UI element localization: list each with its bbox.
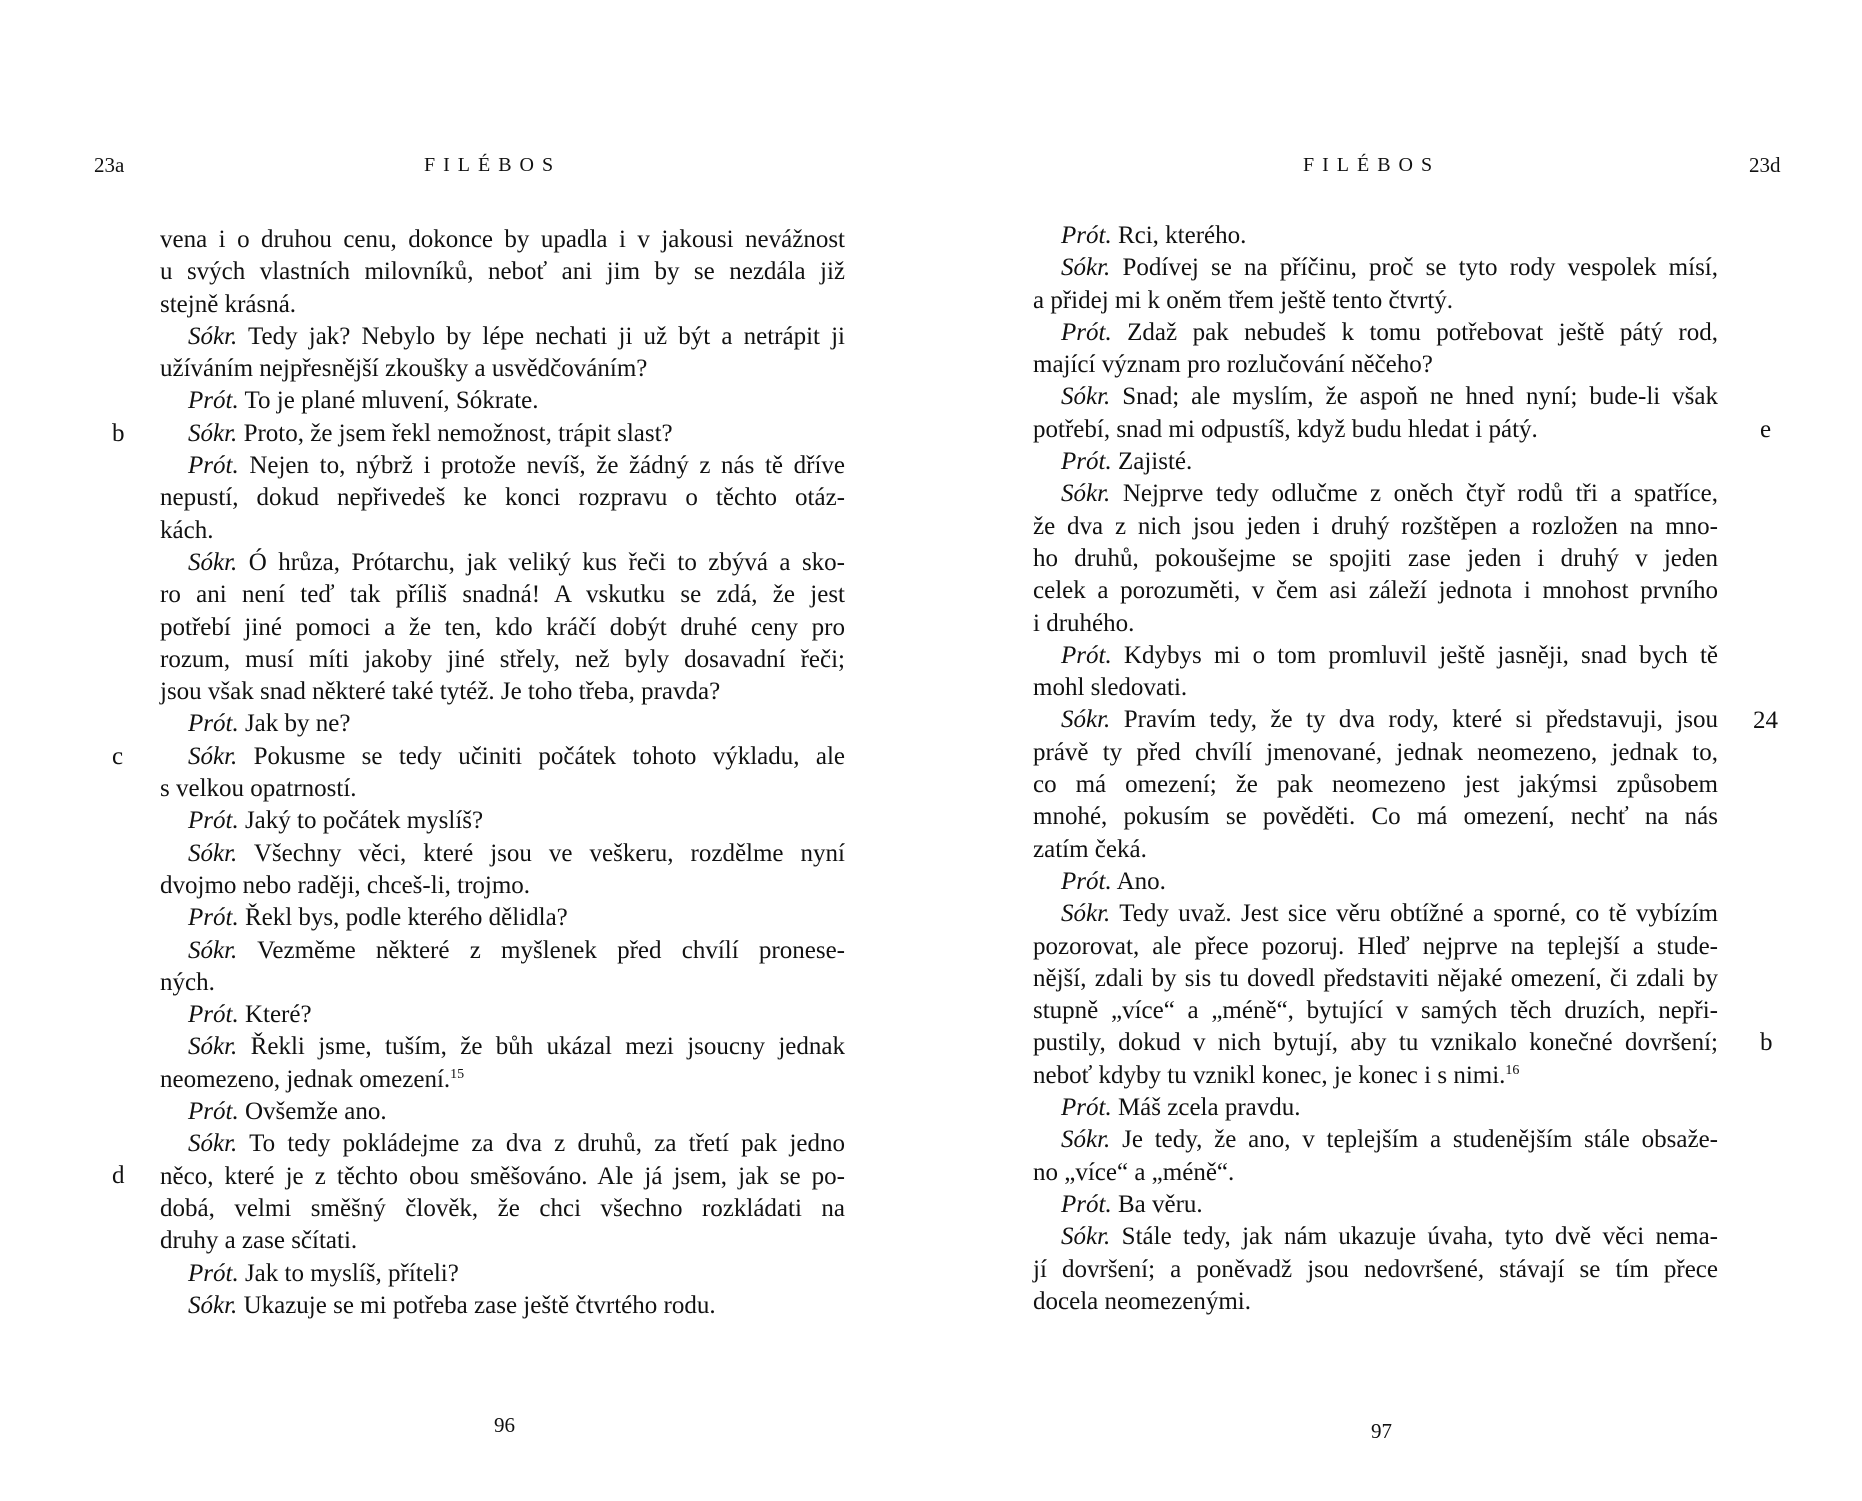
text-line xyxy=(1033,931,1718,963)
speaker-name: Sókr. xyxy=(1061,900,1111,928)
line-text: Zajisté. xyxy=(1111,448,1193,476)
text-line xyxy=(160,1193,845,1225)
line-text: jsou však snad některé také tytéž. Je toho třeba, pravda? xyxy=(160,678,721,706)
speaker-name: Prót. xyxy=(1061,448,1112,476)
line-text: potřebí jiné pomoci a že ten, kdo kráčí dobýt druhé ceny pro xyxy=(160,613,845,641)
line-text: Jaký to počátek myslíš? xyxy=(238,807,484,835)
text-line xyxy=(160,741,845,773)
text-line xyxy=(160,967,845,999)
speaker-name: Prót. xyxy=(188,807,239,835)
line-text: Nejen to, nýbrž i protože nevíš, že žádný z nás tě dříve xyxy=(238,452,845,480)
text-line xyxy=(1033,640,1718,672)
text-line xyxy=(1033,349,1718,381)
text-line xyxy=(1033,1254,1718,1286)
line-text: Řekl bys, podle kterého dělidla? xyxy=(238,904,568,932)
text-line xyxy=(160,1031,845,1063)
text-line xyxy=(1033,575,1718,607)
line-text: u svých vlastních milovníků, neboť ani jim by se nezdála již xyxy=(160,258,845,286)
text-line xyxy=(160,1290,845,1322)
text-line xyxy=(1033,1221,1718,1253)
line-text: kách. xyxy=(160,516,214,544)
text-line xyxy=(160,515,845,547)
line-text: ro ani není teď tak příliš snadná! A vskutku se zdá, že jest xyxy=(160,581,845,609)
text-line xyxy=(160,1258,845,1290)
line-text: Ba věru. xyxy=(1111,1190,1203,1218)
line-text: Jak to myslíš, příteli? xyxy=(238,1259,459,1287)
speaker-name: Prót. xyxy=(188,710,239,738)
text-line xyxy=(1033,317,1718,349)
line-text: nepustí, dokud nepřivedeš ke konci rozpravu o těchto otáz- xyxy=(160,484,845,512)
text-line xyxy=(1033,1027,1718,1059)
body-text xyxy=(160,224,845,1322)
speaker-name: Sókr. xyxy=(188,936,238,964)
text-line xyxy=(160,644,845,676)
text-line xyxy=(160,321,845,353)
text-line xyxy=(1033,672,1718,704)
line-text: mající význam pro rozlučování něčeho? xyxy=(1033,351,1433,379)
text-line xyxy=(1033,1286,1718,1318)
page-number: 97 xyxy=(1371,1419,1392,1443)
speaker-name: Sókr. xyxy=(188,322,238,350)
line-text: neomezeno, jednak omezení. xyxy=(160,1065,451,1093)
text-line xyxy=(160,676,845,708)
speaker-name: Sókr. xyxy=(188,1291,238,1319)
text-line xyxy=(1033,1189,1718,1221)
line-text: To tedy pokládejme za dva z druhů, za třetí pak jedno xyxy=(237,1130,845,1158)
line-text: Tedy uvaž. Jest sice věru obtížné a sporné, co tě vybízím xyxy=(1110,900,1718,928)
line-text: neboť kdyby tu vznikl konec, je konec i s nimi. xyxy=(1033,1061,1506,1089)
text-line xyxy=(1033,834,1718,866)
speaker-name: Sókr. xyxy=(1061,383,1111,411)
footnote-ref: 16 xyxy=(1505,1062,1520,1078)
page-number: 96 xyxy=(494,1413,515,1437)
line-text: Proto, že jsem řekl nemožnost, trápit slast? xyxy=(237,419,673,447)
line-text: Pokusme se tedy učiniti počátek tohoto výkladu, ale xyxy=(237,742,845,770)
line-text: Stále tedy, jak nám ukazuje úvaha, tyto dvě věci nema- xyxy=(1110,1223,1718,1251)
speaker-name: Prót. xyxy=(1061,641,1112,669)
speaker-name: Prót. xyxy=(188,1098,239,1126)
text-line xyxy=(1033,608,1718,640)
text-line xyxy=(1033,285,1718,317)
text-line xyxy=(160,773,845,805)
text-line xyxy=(160,482,845,514)
line-text: Které? xyxy=(238,1001,312,1029)
text-line xyxy=(160,256,845,288)
text-line xyxy=(160,418,845,450)
speaker-name: Sókr. xyxy=(1061,254,1111,282)
text-line xyxy=(1033,446,1718,478)
text-line xyxy=(1033,1157,1718,1189)
line-text: stejně krásná. xyxy=(160,290,297,318)
speaker-name: Prót. xyxy=(1061,1094,1112,1122)
line-text: Vezměme některé z myšlenek před chvílí pronese- xyxy=(237,936,845,964)
line-text: Ano. xyxy=(1111,867,1166,895)
line-text: ných. xyxy=(160,968,215,996)
line-text: rozum, musí míti jakoby jiné střely, než byly dosavadní řeči; xyxy=(160,645,845,673)
line-text: Řekli jsme, tuším, že bůh ukázal mezi jsoucny jednak xyxy=(237,1033,845,1061)
speaker-name: Prót. xyxy=(1061,222,1112,249)
line-text: že dva z nich jsou jeden i druhý rozštěpen a rozložen na mno- xyxy=(1033,512,1718,540)
text-line xyxy=(160,289,845,321)
text-line xyxy=(1033,511,1718,543)
line-text: dvojmo nebo raději, chceš-li, trojmo. xyxy=(160,871,531,899)
speaker-name: Sókr. xyxy=(188,419,238,447)
speaker-name: Prót. xyxy=(1061,318,1112,346)
text-line xyxy=(1033,704,1718,736)
line-text: celek a porozuměti, v čem asi záleží jednota i mnohost prvního xyxy=(1033,577,1718,605)
line-text: Všechny věci, které jsou ve veškeru, rozdělme nyní xyxy=(237,839,845,867)
margin-marker: c xyxy=(112,743,124,770)
line-text: právě ty před chvílí jmenované, jednak neomezeno, jednak to, xyxy=(1033,738,1718,766)
margin-marker: b xyxy=(1760,1029,1773,1056)
text-line xyxy=(1033,963,1718,995)
line-text: jí dovršení; a poněvadž jsou nedovršené, stávají se tím přece xyxy=(1033,1255,1718,1283)
text-line xyxy=(160,708,845,740)
text-line xyxy=(160,1064,845,1096)
margin-marker: d xyxy=(112,1162,125,1189)
line-text: s velkou opatrností. xyxy=(160,775,357,803)
speaker-name: Sókr. xyxy=(1061,1126,1111,1154)
speaker-name: Sókr. xyxy=(1061,1223,1111,1251)
speaker-name: Sókr. xyxy=(188,1033,238,1061)
text-line xyxy=(160,999,845,1031)
speaker-name: Sókr. xyxy=(188,1130,238,1158)
line-text: Pravím tedy, že ty dva rody, které si představuji, jsou xyxy=(1110,706,1718,734)
speaker-name: Sókr. xyxy=(188,742,238,770)
text-line xyxy=(160,224,845,256)
speaker-name: Sókr. xyxy=(1061,480,1111,508)
line-text: To je plané mluvení, Sókrate. xyxy=(238,387,539,415)
margin-marker: 24 xyxy=(1753,707,1778,734)
text-line xyxy=(160,1128,845,1160)
text-line xyxy=(160,353,845,385)
speaker-name: Prót. xyxy=(1061,1190,1112,1218)
speaker-name: Prót. xyxy=(188,452,239,480)
text-line xyxy=(160,579,845,611)
line-text: Ukazuje se mi potřeba zase ještě čtvrtého rodu. xyxy=(237,1291,716,1319)
text-line xyxy=(1033,737,1718,769)
speaker-name: Prót. xyxy=(188,1001,239,1029)
speaker-name: Prót. xyxy=(188,1259,239,1287)
line-text: ho druhů, pokoušejme se spojiti zase jeden i druhý v jeden xyxy=(1033,544,1718,572)
line-text: a přidej mi k oněm třem ještě tento čtvrtý. xyxy=(1033,286,1454,314)
speaker-name: Prót. xyxy=(188,904,239,932)
text-line xyxy=(160,1096,845,1128)
right-page xyxy=(931,0,1862,1501)
text-line xyxy=(1033,769,1718,801)
line-text: Nejprve tedy odlučme z oněch čtyř rodů tři a spatříce, xyxy=(1110,480,1718,508)
margin-marker: b xyxy=(112,420,125,447)
running-title: FILÉBOS xyxy=(424,154,562,176)
line-text: Tedy jak? Nebylo by lépe nechati ji už být a netrápit ji xyxy=(237,322,845,350)
line-text: vena i o druhou cenu, dokonce by upadla i v jakousi nevážnost xyxy=(160,226,845,253)
text-line xyxy=(1033,898,1718,930)
footnote-ref: 15 xyxy=(450,1066,465,1082)
line-text: Je tedy, že ano, v teplejším a studenějším stále obsaže- xyxy=(1110,1126,1718,1154)
text-line xyxy=(160,902,845,934)
speaker-name: Prót. xyxy=(188,387,239,415)
speaker-name: Sókr. xyxy=(1061,706,1111,734)
line-text: mnohé, pokusím se pověděti. Co má omezení, nechť na nás xyxy=(1033,803,1718,831)
text-line xyxy=(1033,995,1718,1027)
text-line xyxy=(160,805,845,837)
text-line xyxy=(1033,381,1718,413)
line-text: Ó hrůza, Prótarchu, jak veliký kus řeči to zbývá a sko- xyxy=(237,548,845,576)
body-text xyxy=(1033,220,1718,1318)
line-text: i druhého. xyxy=(1033,609,1135,637)
text-line xyxy=(160,838,845,870)
speaker-name: Sókr. xyxy=(188,839,238,867)
line-text: pustily, dokud v nich bytují, aby tu vznikalo konečné dovršení; xyxy=(1033,1029,1718,1057)
line-text: no „více“ a „méně“. xyxy=(1033,1158,1235,1186)
text-line xyxy=(1033,1124,1718,1156)
text-line xyxy=(1033,866,1718,898)
text-line xyxy=(160,870,845,902)
line-text: docela neomezenými. xyxy=(1033,1287,1251,1315)
running-title: FILÉBOS xyxy=(1303,154,1441,176)
text-line xyxy=(160,385,845,417)
line-text: nější, zdali by sis tu dovedl představiti nějaké omezení, či zdali by xyxy=(1033,964,1718,992)
line-text: potřebí, snad mi odpustíš, když budu hledat i pátý. xyxy=(1033,415,1538,443)
margin-marker: e xyxy=(1760,416,1772,443)
line-text: Máš zcela pravdu. xyxy=(1111,1094,1301,1122)
line-text: co má omezení; že pak neomezeno jest jakýmsi způsobem xyxy=(1033,771,1718,799)
line-text: Podívej se na příčinu, proč se tyto rody vespolek mísí, xyxy=(1110,254,1718,282)
text-line xyxy=(1033,1060,1718,1092)
speaker-name: Prót. xyxy=(1061,867,1112,895)
line-text: stupně „více“ a „méně“, bytující v samých těch druzích, nepři- xyxy=(1033,997,1718,1025)
line-text: Ovšemže ano. xyxy=(238,1098,387,1126)
line-text: užíváním nejpřesnější zkoušky a usvědčováním? xyxy=(160,355,648,383)
line-text: Zdaž pak nebudeš k tomu potřebovat ještě pátý rod, xyxy=(1111,318,1718,346)
text-line xyxy=(1033,414,1718,446)
text-line xyxy=(160,1161,845,1193)
line-text: druhy a zase sčítati. xyxy=(160,1227,358,1255)
text-line xyxy=(160,450,845,482)
line-text: dobá, velmi směšný člověk, že chci všechno rozkládati na xyxy=(160,1194,845,1222)
line-text: Snad; ale myslím, že aspoň ne hned nyní; bude-li však xyxy=(1110,383,1718,411)
speaker-name: Sókr. xyxy=(188,548,238,576)
line-text: Rci, kterého. xyxy=(1111,222,1247,249)
stephanus-header: 23a xyxy=(94,153,125,177)
text-line xyxy=(160,1225,845,1257)
text-line xyxy=(160,612,845,644)
text-line xyxy=(1033,801,1718,833)
line-text: pozorovat, ale přece pozoruj. Hleď nejprve na teplejší a stude- xyxy=(1033,932,1718,960)
line-text: něco, které je z těchto obou směšováno. Ale já jsem, jak se po- xyxy=(160,1162,845,1190)
line-text: Jak by ne? xyxy=(238,710,351,738)
text-line xyxy=(160,935,845,967)
text-line xyxy=(1033,478,1718,510)
text-line xyxy=(160,547,845,579)
line-text: mohl sledovati. xyxy=(1033,674,1188,702)
line-text: zatím čeká. xyxy=(1033,835,1147,863)
text-line xyxy=(1033,252,1718,284)
text-line xyxy=(1033,543,1718,575)
stephanus-header: 23d xyxy=(1749,153,1781,177)
text-line xyxy=(1033,220,1718,252)
line-text: Kdybys mi o tom promluvil ještě jasněji, snad bych tě xyxy=(1111,641,1718,669)
text-line xyxy=(1033,1092,1718,1124)
